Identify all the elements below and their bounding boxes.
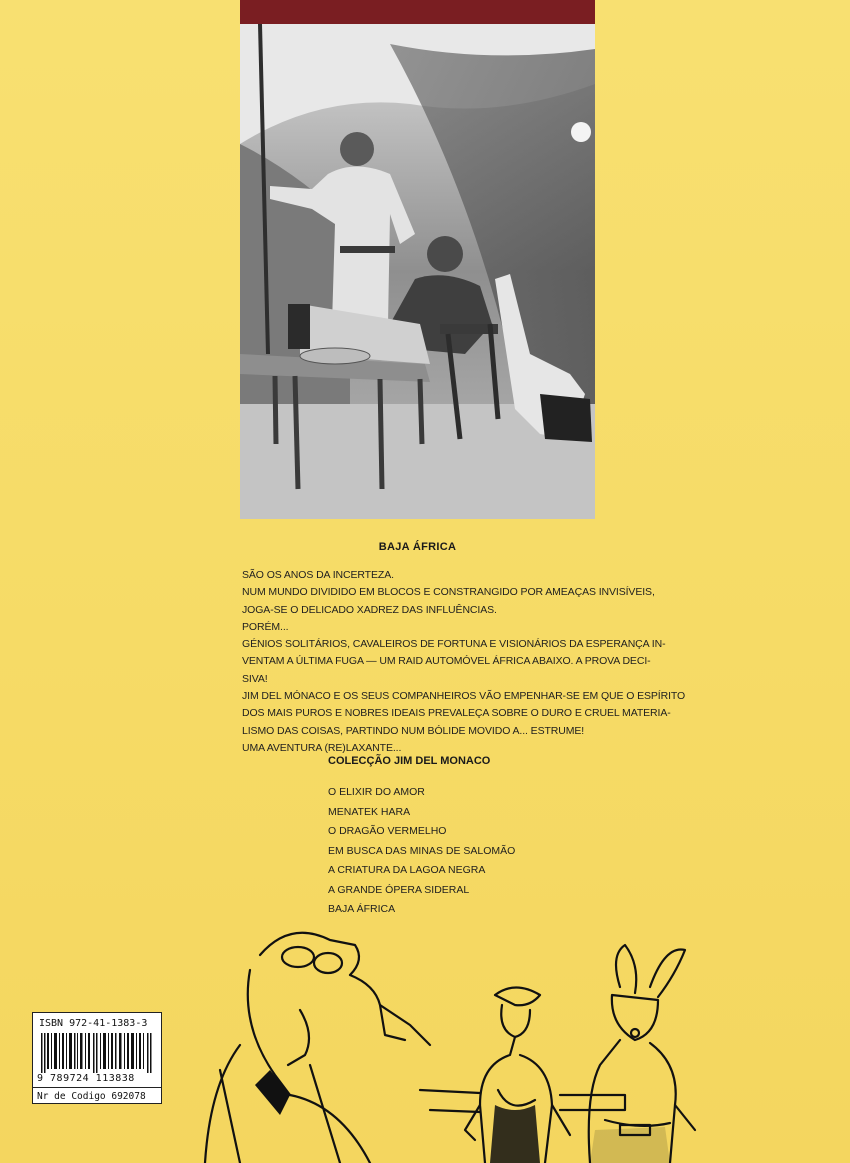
synopsis-line: NUM MUNDO DIVIDIDO EM BLOCOS E CONSTRANGIDO POR AMEAÇAS INVISÍVEIS, — [242, 586, 655, 599]
barcode-bars — [41, 1033, 155, 1073]
synopsis-line: SIVA! — [242, 672, 268, 685]
comic-characters-illustration — [180, 915, 850, 1163]
synopsis-line: PORÉM... — [242, 620, 289, 633]
synopsis-line: DOS MAIS PUROS E NOBRES IDEAIS PREVALEÇA SOBRE O DURO E CRUEL MATERIA- — [242, 707, 671, 720]
isbn-text: ISBN 972-41-1383-3 — [39, 1018, 148, 1029]
series-item: O DRAGÃO VERMELHO — [328, 825, 447, 837]
ean-digits: 9 789724 113838 — [37, 1073, 135, 1084]
series-item: EM BUSCA DAS MINAS DE SALOMÃO — [328, 844, 516, 857]
synopsis-line: UMA AVENTURA (RE)LAXANTE... — [242, 741, 402, 754]
series-item: A GRANDE ÓPERA SIDERAL — [328, 883, 470, 896]
book-title: BAJA ÁFRICA — [378, 541, 457, 553]
synopsis-line: VENTAM A ÚLTIMA FUGA — UM RAID AUTOMÓVEL ÁFRICA ABAIXO. A PROVA DECI- — [242, 655, 651, 668]
synopsis — [242, 567, 686, 757]
synopsis-line: SÃO OS ANOS DA INCERTEZA. — [242, 569, 394, 581]
series-item: MENATEK HARA — [328, 805, 411, 818]
synopsis-line: GÉNIOS SOLITÁRIOS, CAVALEIROS DE FORTUNA E VISIONÁRIOS DA ESPERANÇA IN- — [242, 638, 666, 651]
series-item: O ELIXIR DO AMOR — [328, 786, 425, 798]
barcode-label — [32, 1012, 162, 1104]
synopsis-line: LISMO DAS COISAS, PARTINDO NUM BÓLIDE MOVIDO A... ESTRUME! — [242, 724, 585, 737]
product-code: Nr de Codigo 692078 — [33, 1087, 161, 1105]
series-heading: COLECÇÃO JIM DEL MONACO — [328, 755, 491, 767]
series-list — [328, 783, 515, 920]
cover-photo — [240, 24, 595, 519]
synopsis-line: JIM DEL MÓNACO E OS SEUS COMPANHEIROS VÃO EMPENHAR-SE EM QUE O ESPÍRITO — [242, 690, 686, 703]
synopsis-line: JOGA-SE O DELICADO XADREZ DAS INFLUÊNCIAS. — [242, 603, 497, 616]
top-color-band — [240, 0, 595, 24]
series-item: A CRIATURA DA LAGOA NEGRA — [328, 864, 486, 876]
series-item: BAJA ÁFRICA — [328, 903, 396, 915]
